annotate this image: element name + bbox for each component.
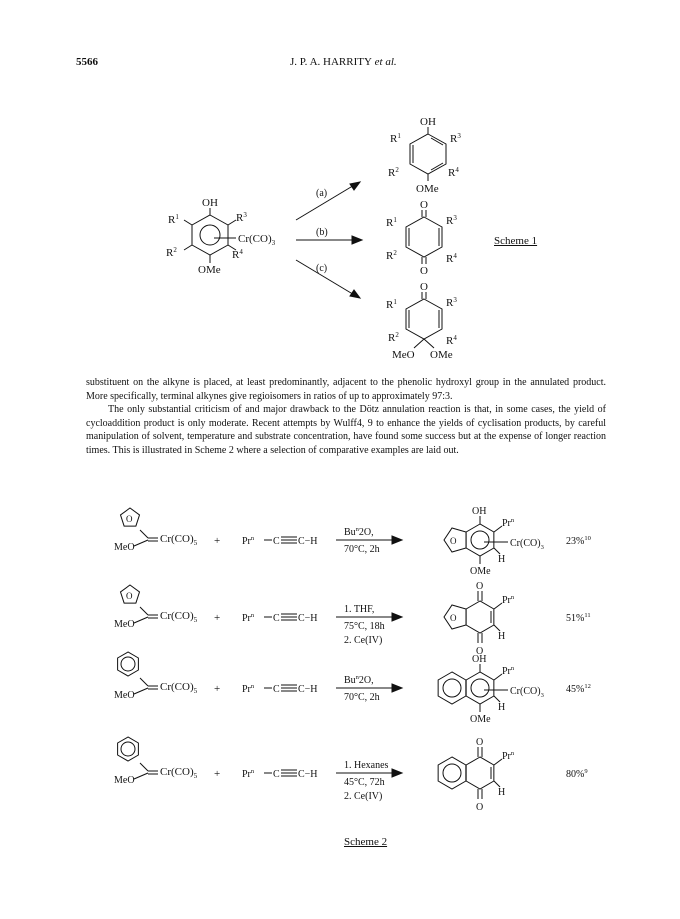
furan-oxygen <box>126 514 133 524</box>
alkyne-c-h-part-0: C−H <box>298 769 318 780</box>
plus-sign-part-0: + <box>214 535 221 547</box>
product-oh-label <box>472 654 486 665</box>
scheme1-arrows <box>296 182 362 298</box>
alkyne-propyl <box>242 612 255 624</box>
condition-line-2 <box>344 777 385 788</box>
product-furan-oxygen-part-0: O <box>450 536 457 546</box>
condition-line-2 <box>344 621 385 632</box>
product-propyl-label-part-0: Pr <box>502 666 511 677</box>
scheme1-pa-r4-letter: R <box>448 167 456 179</box>
scheme1-pa-ring <box>410 134 446 174</box>
carbene-meo-label <box>114 619 135 630</box>
running-head-prefix: J. P. A. H <box>290 56 331 68</box>
carbene-cr-co5-label <box>160 533 198 547</box>
product-o-top-part-0: O <box>476 581 484 592</box>
running-head-suffix: et al. <box>371 56 397 68</box>
scheme1-product-b-quinone <box>386 199 457 277</box>
alkyne-propyl-part-0: Pr <box>242 613 251 624</box>
plus-sign <box>214 683 220 695</box>
scheme1-pb-r2 <box>386 249 397 262</box>
product-h-label <box>498 787 505 798</box>
scheme1-start-aromatic-circle <box>200 225 220 245</box>
scheme1-pc-r1-letter: R <box>386 299 394 311</box>
condition-line-1-part-0: Bu <box>344 675 356 686</box>
condition-line-3-part-0: 2. Ce(IV) <box>344 635 383 646</box>
plus-sign-part-0: + <box>214 683 221 695</box>
scheme1-pc-r1-sup: 1 <box>393 298 397 306</box>
yield-label-part-0: 80% <box>566 769 585 780</box>
product-furan-oxygen-part-0: O <box>450 613 457 623</box>
scheme1-start-r1-sup: 1 <box>175 213 179 221</box>
carbene-ome-bond <box>134 688 148 694</box>
condition-line-3-part-0: 2. Ce(IV) <box>344 791 383 802</box>
scheme1-pb-r2-sup: 2 <box>393 249 397 257</box>
condition-line-1-part-2: 2O, <box>358 527 374 538</box>
condition-line-1-part-0: 1. Hexanes <box>344 760 389 771</box>
furan-oxygen-part-0: O <box>126 591 133 601</box>
scheme1-pa-r3-sup: 3 <box>457 132 461 140</box>
alkyne-carbon-1-part-0: C <box>273 536 280 547</box>
product-o-top <box>476 737 483 748</box>
alkyne-c-h <box>298 684 318 695</box>
carbene-cr-co5-label-part-1: 5 <box>193 687 198 695</box>
product-h-label-part-0: H <box>498 702 506 713</box>
scheme1-start-ring <box>192 215 228 255</box>
scheme1-pb-r4 <box>446 252 457 265</box>
yield-label-part-1: 12 <box>584 683 591 690</box>
alkyne-propyl-part-1: n <box>250 535 255 542</box>
phenyl-aromatic-circle <box>121 742 135 756</box>
scheme1-start-r2-bond <box>184 245 192 250</box>
product-pr-bond <box>494 674 502 680</box>
body-text <box>86 376 606 457</box>
scheme1-start-r2 <box>166 246 177 259</box>
scheme1-pb-r1 <box>386 216 397 229</box>
scheme1-pa-oh: OH <box>420 116 436 128</box>
product-o-top <box>476 581 483 592</box>
alkyne-carbon-1 <box>273 769 280 780</box>
scheme1-pb-r3-letter: R <box>446 215 454 227</box>
scheme1-pb-r1-letter: R <box>386 217 394 229</box>
yield-label-part-1: 11 <box>584 612 591 619</box>
carbene-cr-co5-label-part-1: 5 <box>193 772 198 780</box>
product-propyl-label <box>502 517 515 529</box>
product-aromatic-circle <box>471 531 489 549</box>
product-o-top-part-0: O <box>476 737 484 748</box>
alkyne-propyl-part-0: Pr <box>242 769 251 780</box>
scheme1-arrowhead-b <box>352 236 362 244</box>
scheme1-pc-ome: OMe <box>430 349 453 361</box>
carbene-cr-co5-label-part-0: Cr(CO) <box>160 681 194 693</box>
condition-line-1-part-1: n <box>355 526 359 533</box>
product-ring <box>466 601 494 633</box>
yield-label-part-0: 45% <box>566 684 585 695</box>
alkyne-carbon-1 <box>273 684 280 695</box>
scheme1-pc-r2-letter: R <box>388 332 396 344</box>
yield-label <box>566 683 591 695</box>
carbene-cr-co5-label-part-0: Cr(CO) <box>160 610 194 622</box>
scheme1-product-a-phenol <box>388 116 461 195</box>
product-cr-co3-label-part-1: 3 <box>540 692 544 699</box>
furan-oxygen <box>126 591 133 601</box>
plus-sign <box>214 768 220 780</box>
product-o-bottom <box>476 802 483 813</box>
condition-line-1 <box>344 526 374 538</box>
alkyne-c-h <box>298 613 318 624</box>
condition-line-1-part-0: 1. THF, <box>344 604 375 615</box>
scheme1-start-oh: OH <box>202 197 218 209</box>
condition-line-2-part-0: 70°C, 2h <box>344 692 380 703</box>
carbene-cr-co5-label-part-1: 5 <box>193 616 198 624</box>
product-pr-bond <box>494 759 502 765</box>
plus-sign <box>214 535 220 547</box>
alkyne-c-h <box>298 536 318 547</box>
condition-line-1 <box>344 674 374 686</box>
condition-line-3 <box>344 635 382 646</box>
product-aromatic-circle <box>471 679 489 697</box>
scheme1-pa-r3 <box>450 132 461 145</box>
furan-oxygen-part-0: O <box>126 514 133 524</box>
alkyne-c-h-part-0: C−H <box>298 613 318 624</box>
scheme1-pc-r2-sup: 2 <box>395 331 399 339</box>
alkyne-c-h <box>298 769 318 780</box>
alkyne-propyl <box>242 535 255 547</box>
condition-line-1-part-1: n <box>355 674 359 681</box>
carbene-aryl-bond <box>140 678 148 686</box>
product-cr-co3-label-part-1: 3 <box>540 544 544 551</box>
page-number: 5566 <box>76 56 98 68</box>
carbene-cr-co5-label-part-1: 5 <box>193 539 198 547</box>
scheme1-start-r1 <box>168 213 179 226</box>
product-pr-bond <box>494 526 502 532</box>
scheme1-start-r1-bond <box>184 220 192 225</box>
product-oh-label <box>472 506 486 517</box>
scheme1-start-r3-bond <box>228 220 236 225</box>
scheme1-start-r3-sup: 3 <box>243 211 247 219</box>
paragraph-2: The only substantial criticism of and major drawback to the Dötz annulation reaction is that, in some cases, the yield of cycloaddition product is only moderate. Recent attempts by Wulff4, 9 to enhance the yields of cyclisation products, by careful manipulation of solvent, temperature and substrate concentration, have found some success but at the expense of longer reaction times. This is illustrated in Scheme 2 where a selection of comparative examples are laid out. <box>86 404 606 456</box>
condition-line-2-part-0: 75°C, 18h <box>344 621 385 632</box>
alkyne-carbon-1-part-0: C <box>273 684 280 695</box>
product-ome-label <box>470 566 491 577</box>
reaction-arrowhead <box>392 536 402 544</box>
reaction-arrowhead <box>392 613 402 621</box>
alkyne-propyl-part-0: Pr <box>242 536 251 547</box>
scheme1-start-cr-co3-text: Cr(CO) <box>238 233 272 245</box>
scheme1-pa-r1-sup: 1 <box>397 132 401 140</box>
scheme1-start-r3 <box>236 211 247 224</box>
scheme1-pb-r4-sup: 4 <box>453 252 457 260</box>
scheme-2-label: Scheme 2 <box>344 836 388 848</box>
carbene-meo-label-part-0: MeO <box>114 690 135 701</box>
scheme1-pc-ome-bond <box>424 339 434 348</box>
scheme1-start-r4 <box>232 248 243 261</box>
phenyl-aromatic-circle <box>121 657 135 671</box>
scheme1-pc-r3 <box>446 296 457 309</box>
scheme1-pc-r4-sup: 4 <box>453 334 457 342</box>
product-propyl-label-part-1: n <box>510 594 515 601</box>
scheme1-cond-a: (a) <box>316 188 328 199</box>
scheme1-pb-o-top: O <box>420 199 428 211</box>
scheme1-pc-ring <box>406 299 442 339</box>
condition-line-1-part-0: Bu <box>344 527 356 538</box>
alkyne-propyl <box>242 683 255 695</box>
product-h-label <box>498 702 505 713</box>
scheme-1-diagram <box>0 0 680 370</box>
condition-line-3 <box>344 791 382 802</box>
carbene-cr-co5-label <box>160 766 198 780</box>
scheme1-pb-r4-letter: R <box>446 253 454 265</box>
alkyne-c-h-part-0: C−H <box>298 684 318 695</box>
carbene-aryl-bond <box>140 530 148 538</box>
product-oh-label-part-0: OH <box>472 654 487 665</box>
product-pr-bond <box>494 603 502 609</box>
scheme1-pb-r3 <box>446 214 457 227</box>
paragraph-1: substituent on the alkyne is placed, at least predominantly, adjacent to the phenolic hydroxyl group in the annulated product. More specifically, terminal alkynes give regioisomers in ratios of up to approximately 97:3. <box>86 377 606 402</box>
product-ring <box>466 524 494 556</box>
product-fused-aromatic-circle <box>443 764 461 782</box>
condition-line-1 <box>344 760 389 771</box>
scheme1-pa-r2 <box>388 166 399 179</box>
scheme1-pb-o-bottom: O <box>420 265 428 277</box>
product-furan-oxygen <box>450 613 457 623</box>
scheme1-pa-ome: OMe <box>416 183 439 195</box>
scheme1-pc-o: O <box>420 281 428 293</box>
product-h-label-part-0: H <box>498 787 506 798</box>
carbene-meo-label <box>114 775 135 786</box>
reaction-arrowhead <box>392 769 402 777</box>
product-h-label <box>498 631 505 642</box>
scheme-1-label: Scheme 1 <box>494 235 538 247</box>
product-propyl-label <box>502 594 515 606</box>
product-cr-co3-label-part-0: Cr(CO) <box>510 686 541 697</box>
condition-line-2 <box>344 544 380 555</box>
product-cr-co3-label-part-0: Cr(CO) <box>510 538 541 549</box>
alkyne-carbon-1-part-0: C <box>273 769 280 780</box>
product-propyl-label <box>502 665 515 677</box>
scheme1-pb-r2-letter: R <box>386 250 394 262</box>
scheme1-pa-r2-sup: 2 <box>395 166 399 174</box>
product-cr-co3-label <box>510 538 544 551</box>
scheme1-pb-ring <box>406 217 442 257</box>
carbene-meo-label-part-0: MeO <box>114 619 135 630</box>
product-propyl-label-part-1: n <box>510 750 515 757</box>
product-propyl-label <box>502 750 515 762</box>
plus-sign-part-0: + <box>214 612 221 624</box>
scheme1-arrowhead-a <box>350 182 360 190</box>
alkyne-propyl-part-1: n <box>250 612 255 619</box>
condition-line-1 <box>344 604 374 615</box>
scheme1-pa-r2-letter: R <box>388 167 396 179</box>
scheme1-starting-arene-complex <box>166 197 276 276</box>
product-fused-aromatic-circle <box>443 679 461 697</box>
carbene-meo-label-part-0: MeO <box>114 775 135 786</box>
alkyne-carbon-1 <box>273 536 280 547</box>
product-propyl-label-part-0: Pr <box>502 595 511 606</box>
scheme2-row-2 <box>114 581 591 657</box>
carbene-meo-label <box>114 690 135 701</box>
condition-line-2-part-0: 70°C, 2h <box>344 544 380 555</box>
scheme1-start-r2-sup: 2 <box>173 246 177 254</box>
yield-label-part-0: 23% <box>566 536 585 547</box>
alkyne-propyl <box>242 768 255 780</box>
carbene-meo-label <box>114 542 135 553</box>
product-furan-oxygen <box>450 536 457 546</box>
product-oh-label-part-0: OH <box>472 506 487 517</box>
product-propyl-label-part-0: Pr <box>502 751 511 762</box>
product-h-label-part-0: H <box>498 554 506 565</box>
scheme1-start-r3-letter: R <box>236 212 244 224</box>
alkyne-propyl-part-1: n <box>250 683 255 690</box>
condition-line-2 <box>344 692 380 703</box>
product-ome-label-part-0: OMe <box>470 714 491 725</box>
scheme2-rows <box>114 506 591 813</box>
scheme1-pa-r1 <box>390 132 401 145</box>
scheme1-start-r2-letter: R <box>166 247 174 259</box>
scheme1-pc-r3-letter: R <box>446 297 454 309</box>
alkyne-carbon-1 <box>273 613 280 624</box>
scheme1-start-r1-letter: R <box>168 214 176 226</box>
scheme1-pc-meo-bond <box>414 339 424 348</box>
scheme1-pb-r3-sup: 3 <box>453 214 457 222</box>
carbene-aryl-bond <box>140 763 148 771</box>
product-propyl-label-part-1: n <box>510 517 515 524</box>
scheme1-arrowhead-c <box>350 290 360 298</box>
scheme2-row-3 <box>114 652 591 725</box>
product-ring <box>466 757 494 789</box>
carbene-cr-co5-label <box>160 681 198 695</box>
product-o-bottom-part-0: O <box>476 802 484 813</box>
carbene-cr-co5-label-part-0: Cr(CO) <box>160 533 194 545</box>
product-fused-benzene <box>438 672 466 704</box>
product-propyl-label-part-1: n <box>510 665 515 672</box>
product-propyl-label-part-0: Pr <box>502 518 511 529</box>
alkyne-propyl-part-1: n <box>250 768 255 775</box>
scheme1-start-r4-sup: 4 <box>239 248 243 256</box>
carbene-ome-bond <box>134 540 148 546</box>
scheme1-start-cr-co3 <box>238 233 276 247</box>
product-o-bottom-part-0: O <box>476 646 484 657</box>
scheme1-cond-b: (b) <box>316 227 328 238</box>
reaction-arrowhead <box>392 684 402 692</box>
alkyne-carbon-1-part-0: C <box>273 613 280 624</box>
scheme1-start-r4-letter: R <box>232 249 240 261</box>
scheme1-pc-r4 <box>446 334 457 347</box>
carbene-ome-bond <box>134 617 148 623</box>
carbene-cr-co5-label <box>160 610 198 624</box>
scheme1-product-c-monoketal <box>386 281 457 361</box>
scheme1-pc-meo: MeO <box>392 349 415 361</box>
yield-label <box>566 535 591 547</box>
plus-sign <box>214 612 220 624</box>
scheme1-start-ome: OMe <box>198 264 221 276</box>
scheme1-pc-r1 <box>386 298 397 311</box>
carbene-ome-bond <box>134 773 148 779</box>
scheme2-row-4 <box>114 737 588 813</box>
condition-line-2-part-0: 45°C, 72h <box>344 777 385 788</box>
carbene-cr-co5-label-part-0: Cr(CO) <box>160 766 194 778</box>
scheme1-pa-r4 <box>448 166 459 179</box>
scheme1-pa-r3-letter: R <box>450 133 458 145</box>
scheme1-pc-r4-letter: R <box>446 335 454 347</box>
condition-line-1-part-2: 2O, <box>358 675 374 686</box>
scheme1-cond-c: (c) <box>316 263 328 274</box>
scheme2-row-1 <box>114 506 591 577</box>
product-cr-co3-label <box>510 686 544 699</box>
yield-label-part-1: 9 <box>584 768 588 775</box>
scheme-2-diagram <box>0 490 680 840</box>
running-head-smallcaps: ARRITY <box>330 56 372 68</box>
yield-label-part-0: 51% <box>566 613 585 624</box>
scheme1-pc-r2 <box>388 331 399 344</box>
scheme1-pa-r4-sup: 4 <box>455 166 459 174</box>
product-ome-label <box>470 714 491 725</box>
scheme1-pa-r1-letter: R <box>390 133 398 145</box>
product-h-label-part-0: H <box>498 631 506 642</box>
carbene-aryl-bond <box>140 607 148 615</box>
scheme1-start-cr-co3-sub: 3 <box>271 239 276 247</box>
yield-label-part-1: 10 <box>584 535 591 542</box>
plus-sign-part-0: + <box>214 768 221 780</box>
scheme1-pb-r1-sup: 1 <box>393 216 397 224</box>
scheme1-pc-r3-sup: 3 <box>453 296 457 304</box>
product-fused-benzene <box>438 757 466 789</box>
carbene-meo-label-part-0: MeO <box>114 542 135 553</box>
product-ring <box>466 672 494 704</box>
alkyne-propyl-part-0: Pr <box>242 684 251 695</box>
product-ome-label-part-0: OMe <box>470 566 491 577</box>
product-h-label <box>498 554 505 565</box>
yield-label <box>566 612 591 624</box>
alkyne-c-h-part-0: C−H <box>298 536 318 547</box>
yield-label <box>566 768 588 780</box>
